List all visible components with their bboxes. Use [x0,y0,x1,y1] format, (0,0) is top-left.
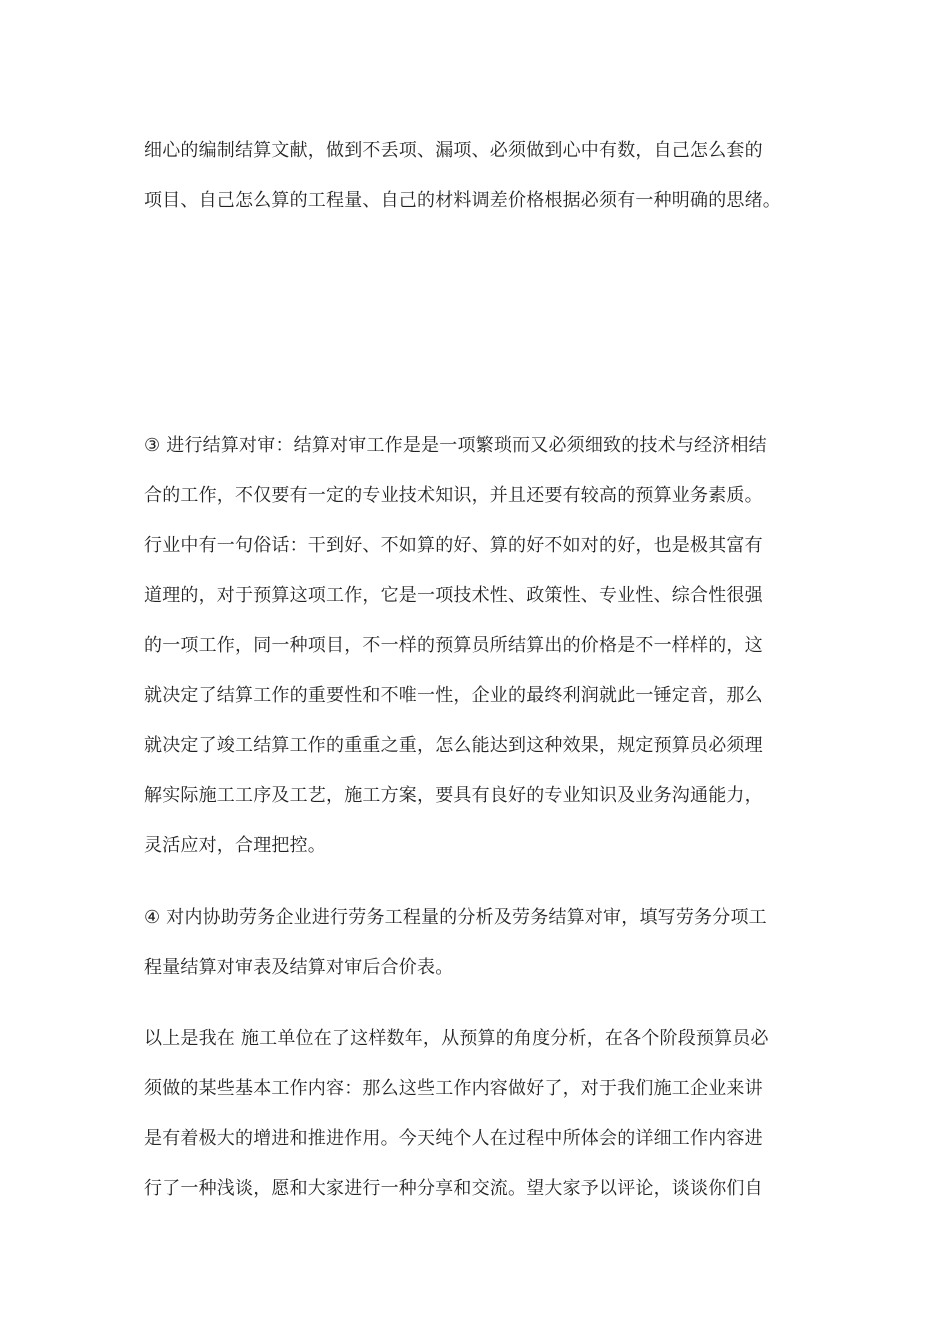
paragraph-line: ③ 进行结算对审：结算对审工作是是一项繁琐而又必须细致的技术与经济相结 [144,435,767,456]
paragraph-line: 的一项工作，同一种项目，不一样的预算员所结算出的价格是不一样样的，这 [144,635,763,656]
paragraph-line: ④ 对内协助劳务企业进行劳务工程量的分析及劳务结算对审，填写劳务分项工 [144,907,767,928]
paragraph-line: 解实际施工工序及工艺，施工方案，要具有良好的专业知识及业务沟通能力， [144,785,763,806]
paragraph-line: 道理的，对于预算这项工作，它是一项技术性、政策性、专业性、综合性很强 [144,585,763,606]
paragraph-line: 合的工作，不仅要有一定的专业技术知识，并且还要有较高的预算业务素质。 [144,485,763,506]
paragraph-line: 就决定了竣工结算工作的重重之重，怎么能达到这种效果，规定预算员必须理 [144,735,763,756]
paragraph-line: 项目、自己怎么算的工程量、自己的材料调差价格根据必须有一种明确的思绪。 [144,190,781,211]
paragraph-line: 灵活应对，合理把控。 [144,835,326,856]
paragraph-line: 行业中有一句俗话：干到好、不如算的好、算的好不如对的好，也是极其富有 [144,535,763,556]
paragraph-line: 须做的某些基本工作内容：那么这些工作内容做好了，对于我们施工企业来讲 [144,1078,763,1099]
paragraph-line: 就决定了结算工作的重要性和不唯一性，企业的最终利润就此一锤定音，那么 [144,685,763,706]
paragraph-line: 细心的编制结算文献，做到不丢项、漏项、必须做到心中有数，自己怎么套的 [144,140,763,161]
paragraph-line: 程量结算对审表及结算对审后合价表。 [144,957,454,978]
paragraph-line: 行了一种浅谈，愿和大家进行一种分享和交流。望大家予以评论，谈谈你们自 [144,1178,763,1199]
paragraph-line: 以上是我在 施工单位在了这样数年，从预算的角度分析，在各个阶段预算员必 [144,1028,769,1049]
paragraph-line: 是有着极大的增进和推进作用。今天纯个人在过程中所体会的详细工作内容进 [144,1128,763,1149]
